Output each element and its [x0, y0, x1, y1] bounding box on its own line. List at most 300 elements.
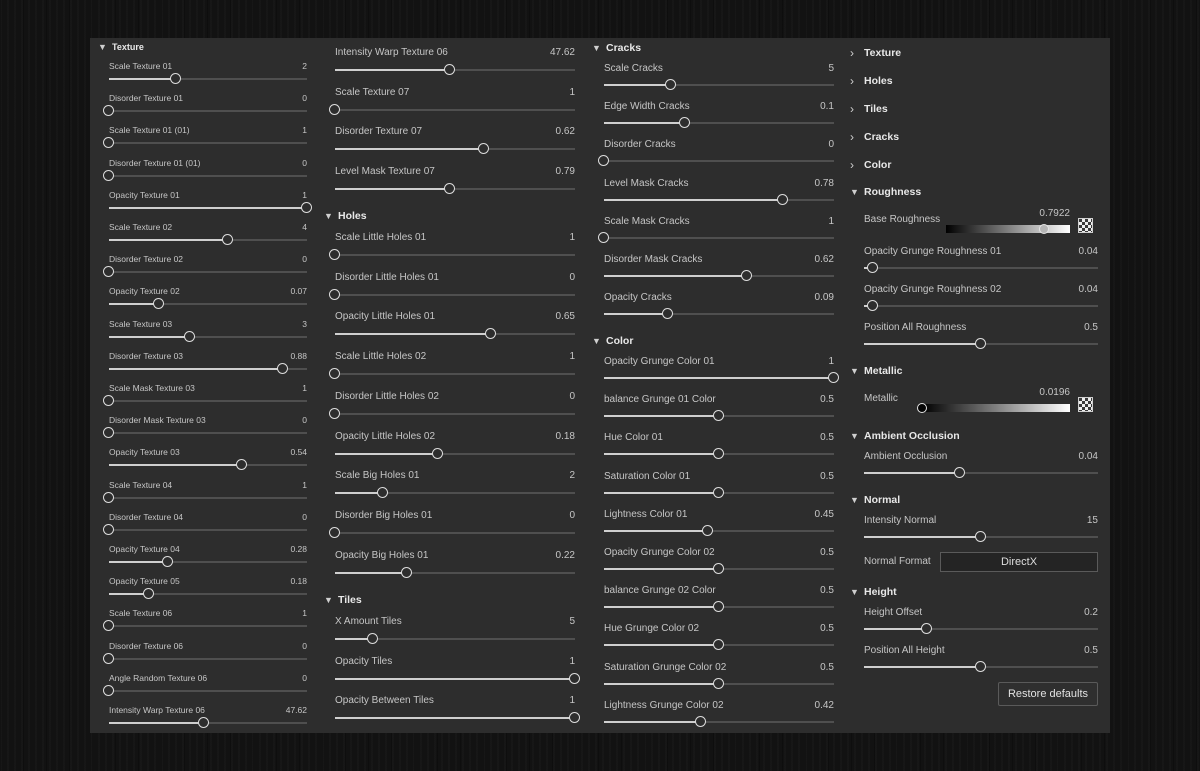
slider-track[interactable]: [335, 148, 575, 150]
param-value: 0: [302, 511, 307, 522]
param-label: Scale Texture 07: [335, 86, 410, 98]
slider-track[interactable]: [109, 78, 307, 80]
section-header-color[interactable]: [592, 335, 633, 347]
slider-knob[interactable]: [695, 716, 706, 727]
param-value: 0.2: [1084, 607, 1098, 618]
slider-knob[interactable]: [184, 331, 195, 342]
slider-track[interactable]: [335, 678, 575, 680]
slider-knob[interactable]: [975, 661, 986, 672]
slider-knob[interactable]: [162, 556, 173, 567]
param-opacity-texture-02: [109, 286, 307, 311]
slider-track[interactable]: [864, 343, 1098, 345]
param-x-amount-tiles: [335, 616, 575, 646]
param-value: 0: [302, 640, 307, 651]
param-label: Opacity Grunge Roughness 01: [864, 246, 1002, 257]
param-opacity-texture-03: [109, 447, 307, 472]
param-value: 0: [569, 509, 575, 521]
image-input-picker-icon[interactable]: [1078, 218, 1093, 233]
slider-track[interactable]: [335, 333, 575, 335]
section-header-holes[interactable]: [324, 210, 367, 222]
slider-track[interactable]: [109, 690, 307, 692]
slider-track[interactable]: [604, 530, 834, 532]
section-title: Cracks: [864, 131, 900, 143]
slider-track[interactable]: [109, 336, 307, 338]
slider-knob[interactable]: [143, 588, 154, 599]
slider-knob[interactable]: [713, 448, 724, 459]
slider-track[interactable]: [335, 492, 575, 494]
param-value: 0.07: [290, 286, 307, 297]
section-header-roughness[interactable]: [850, 186, 921, 198]
chevron-down-icon: ▼: [850, 431, 859, 441]
param-value: 1: [828, 356, 834, 367]
param-label: Disorder Texture 03: [109, 350, 184, 361]
slider-knob[interactable]: [1039, 224, 1049, 234]
slider-track[interactable]: [335, 572, 575, 574]
slider-knob[interactable]: [713, 563, 724, 574]
param-value: 0.5: [820, 661, 834, 673]
chevron-down-icon: ▼: [98, 42, 107, 52]
slider-track[interactable]: [109, 368, 307, 370]
slider-knob[interactable]: [432, 448, 443, 459]
param-scale-texture-06: [109, 608, 307, 633]
section-header-holes-collapsed[interactable]: [850, 74, 893, 88]
param-scale-texture-02: [109, 222, 307, 247]
param-value: 0.09: [814, 292, 834, 304]
section-header-ambient-occlusion[interactable]: [850, 430, 960, 442]
param-label: Scale Texture 04: [109, 479, 173, 490]
slider-knob[interactable]: [598, 155, 609, 166]
param-label: Opacity Grunge Color 02: [604, 547, 715, 558]
param-value: 0: [302, 672, 307, 683]
param-label: Disorder Mask Cracks: [604, 254, 703, 265]
slider-fill: [335, 572, 407, 574]
param-opacity-cracks: [604, 292, 834, 321]
slider-knob[interactable]: [329, 368, 340, 379]
param-label: Level Mask Texture 07: [335, 166, 435, 178]
slider-knob[interactable]: [975, 338, 986, 349]
section-title: Metallic: [864, 365, 903, 377]
slider-knob[interactable]: [662, 308, 673, 319]
slider-fill: [335, 453, 438, 455]
slider-track[interactable]: [335, 532, 575, 534]
param-value: 1: [302, 125, 307, 136]
slider-fill: [604, 644, 719, 646]
slider-knob[interactable]: [103, 685, 114, 696]
param-label: Opacity Grunge Color 01: [604, 356, 715, 367]
param-balance-grunge-01-color: [604, 394, 834, 423]
slider-track[interactable]: [604, 453, 834, 455]
slider-track[interactable]: [604, 122, 834, 124]
section-header-tiles[interactable]: [324, 594, 362, 606]
param-label: Disorder Texture 06: [109, 640, 184, 651]
param-opacity-texture-05: [109, 576, 307, 601]
slider-track[interactable]: [109, 593, 307, 595]
slider-knob[interactable]: [954, 467, 965, 478]
section-title: Cracks: [606, 42, 642, 54]
slider-fill: [109, 464, 242, 466]
slider-track[interactable]: [604, 160, 834, 162]
param-value: 0: [302, 157, 307, 168]
param-disorder-texture-04: [109, 512, 307, 537]
slider-track[interactable]: [335, 109, 575, 111]
slider-fill: [335, 69, 450, 71]
param-value: 5: [569, 616, 575, 627]
param-value: 0.1: [820, 101, 834, 113]
param-value: 0.5: [820, 623, 834, 635]
slider-knob[interactable]: [170, 73, 181, 84]
slider-track[interactable]: [604, 721, 834, 723]
material-parameters-panel: [90, 38, 1110, 733]
slider-knob[interactable]: [329, 104, 340, 115]
param-label: Opacity Between Tiles: [335, 695, 434, 707]
param-value: 0.18: [290, 576, 307, 587]
param-label: Metallic: [864, 393, 898, 404]
param-label: Height Offset: [864, 607, 923, 618]
param-disorder-mask-cracks: [604, 254, 834, 283]
slider-track[interactable]: [109, 529, 307, 531]
slider-knob[interactable]: [103, 170, 114, 181]
param-disorder-mask-texture-03: [109, 415, 307, 440]
section-header-normal[interactable]: [850, 494, 900, 506]
param-label: Disorder Mask Texture 03: [109, 415, 206, 426]
param-label: Opacity Grunge Roughness 02: [864, 284, 1002, 295]
slider-knob[interactable]: [103, 492, 114, 503]
slider-knob[interactable]: [867, 262, 878, 273]
slider-track[interactable]: [109, 110, 307, 112]
slider-track[interactable]: [109, 432, 307, 434]
param-angle-random-texture-06: [109, 673, 307, 698]
section-header-texture[interactable]: [98, 42, 144, 52]
slider-fill: [864, 536, 981, 538]
slider-fill: [864, 666, 981, 668]
slider-knob[interactable]: [679, 117, 690, 128]
slider-track[interactable]: [109, 142, 307, 144]
slider-track[interactable]: [604, 683, 834, 685]
param-value: 3: [302, 318, 307, 329]
slider-knob[interactable]: [401, 567, 412, 578]
slider-track[interactable]: [604, 377, 834, 379]
slider-knob[interactable]: [236, 459, 247, 470]
slider-track[interactable]: [864, 536, 1098, 538]
chevron-down-icon: ▼: [592, 43, 601, 53]
slider-track[interactable]: [335, 453, 575, 455]
param-value: 47.62: [285, 705, 307, 715]
slider-knob[interactable]: [444, 183, 455, 194]
section-header-texture-collapsed[interactable]: [850, 46, 901, 60]
param-value: 0.5: [1084, 322, 1098, 333]
section-header-cracks-collapsed[interactable]: [850, 130, 899, 144]
metallic-gradient-slider[interactable]: [922, 404, 1070, 412]
slider-knob[interactable]: [329, 249, 340, 260]
slider-fill: [335, 333, 491, 335]
param-label: Scale Mask Cracks: [604, 215, 690, 227]
metallic-control: [864, 387, 1098, 413]
slider-track[interactable]: [864, 472, 1098, 474]
section-title: Roughness: [864, 186, 922, 198]
slider-track[interactable]: [335, 254, 575, 256]
section-title: Texture: [112, 42, 144, 52]
chevron-down-icon: ▼: [850, 587, 859, 597]
slider-track[interactable]: [864, 305, 1098, 307]
slider-knob[interactable]: [444, 64, 455, 75]
slider-knob[interactable]: [277, 363, 288, 374]
param-lightness-grunge-color-02: [604, 700, 834, 729]
param-label: Angle Random Texture 06: [109, 672, 208, 683]
slider-knob[interactable]: [198, 717, 209, 728]
slider-knob[interactable]: [713, 601, 724, 612]
slider-fill: [335, 148, 484, 150]
slider-knob[interactable]: [917, 403, 927, 413]
slider-track[interactable]: [604, 568, 834, 570]
image-input-picker-icon[interactable]: [1078, 397, 1093, 412]
param-label: Opacity Texture 03: [109, 447, 180, 458]
slider-track[interactable]: [335, 373, 575, 375]
slider-knob[interactable]: [103, 105, 114, 116]
param-label: Scale Little Holes 02: [335, 351, 427, 363]
param-value: 0: [569, 390, 575, 402]
param-label: Scale Cracks: [604, 63, 663, 74]
slider-knob[interactable]: [103, 620, 114, 631]
param-opacity-grunge-color-02: [604, 547, 834, 576]
param-opacity-texture-01: [109, 190, 307, 215]
param-label: Lightness Color 01: [604, 508, 688, 520]
slider-track[interactable]: [109, 464, 307, 466]
param-disorder-texture-07: [335, 126, 575, 156]
section-title: Tiles: [864, 103, 888, 115]
param-value: 0: [302, 254, 307, 265]
slider-fill: [604, 568, 719, 570]
param-label: Base Roughness: [864, 214, 941, 225]
slider-fill: [335, 678, 575, 680]
param-disorder-little-holes-02: [335, 391, 575, 421]
slider-knob[interactable]: [329, 289, 340, 300]
param-disorder-big-holes-01: [335, 510, 575, 540]
slider-track[interactable]: [109, 658, 307, 660]
param-value: 4: [302, 222, 307, 232]
param-level-mask-texture-07: [335, 166, 575, 196]
param-value: 15: [1086, 515, 1098, 526]
slider-fill: [604, 377, 834, 379]
slider-track[interactable]: [109, 175, 307, 177]
slider-track[interactable]: [335, 188, 575, 190]
param-hue-color-01: [604, 432, 834, 461]
param-label: Disorder Texture 07: [335, 126, 423, 138]
slider-track[interactable]: [604, 492, 834, 494]
section-header-tiles-collapsed[interactable]: [850, 102, 888, 116]
slider-track[interactable]: [604, 237, 834, 239]
param-label: Opacity Texture 04: [109, 544, 180, 554]
slider-track[interactable]: [604, 199, 834, 201]
slider-track[interactable]: [109, 271, 307, 273]
param-value: 0.5: [1084, 645, 1098, 656]
slider-fill: [109, 78, 176, 80]
section-title: Color: [606, 335, 634, 347]
param-position-all-roughness: [864, 322, 1098, 351]
param-value: 0.04: [1078, 284, 1098, 295]
section-header-height[interactable]: [850, 586, 897, 598]
slider-knob[interactable]: [569, 712, 580, 723]
chevron-down-icon: ▼: [850, 366, 859, 376]
param-value: 0.28: [290, 544, 307, 554]
slider-knob[interactable]: [713, 678, 724, 689]
param-label: Disorder Texture 01 (01): [109, 157, 201, 168]
slider-fill: [604, 122, 685, 124]
normal-format-dropdown[interactable]: DirectX: [940, 552, 1098, 572]
param-label: Scale Texture 01: [109, 61, 173, 71]
slider-track[interactable]: [109, 497, 307, 499]
slider-fill: [864, 472, 960, 474]
param-saturation-grunge-color-02: [604, 662, 834, 691]
slider-track[interactable]: [604, 415, 834, 417]
slider-track[interactable]: [109, 561, 307, 563]
slider-track[interactable]: [604, 606, 834, 608]
slider-knob[interactable]: [301, 202, 312, 213]
slider-track[interactable]: [864, 628, 1098, 630]
section-title: Texture: [864, 47, 902, 59]
param-value: 0.5: [820, 470, 834, 482]
param-scale-big-holes-01: [335, 470, 575, 500]
slider-track[interactable]: [109, 207, 307, 209]
slider-track[interactable]: [109, 625, 307, 627]
param-value: 0.22: [555, 549, 575, 561]
slider-track[interactable]: [109, 303, 307, 305]
slider-knob[interactable]: [975, 531, 986, 542]
slider-knob[interactable]: [665, 79, 676, 90]
param-label: Intensity Warp Texture 06: [109, 705, 205, 715]
param-value: 1: [569, 351, 575, 363]
param-scale-texture-01: [109, 61, 307, 86]
slider-track[interactable]: [335, 717, 575, 719]
param-label: Position All Roughness: [864, 322, 967, 333]
slider-track[interactable]: [864, 666, 1098, 668]
slider-track[interactable]: [864, 267, 1098, 269]
param-label: Opacity Texture 02: [109, 286, 180, 297]
base-roughness-gradient-slider[interactable]: [946, 225, 1070, 233]
param-value: 0.5: [820, 585, 834, 597]
chevron-right-icon: ›: [850, 130, 854, 144]
param-intensity-warp-texture-06: [109, 705, 307, 730]
slider-track[interactable]: [604, 644, 834, 646]
param-label: Saturation Grunge Color 02: [604, 661, 727, 673]
section-header-cracks[interactable]: [592, 42, 641, 54]
slider-knob[interactable]: [103, 137, 114, 148]
slider-knob[interactable]: [569, 673, 580, 684]
param-value: 0.0196: [1039, 387, 1070, 398]
slider-track[interactable]: [335, 413, 575, 415]
slider-knob[interactable]: [103, 524, 114, 535]
section-header-color-collapsed[interactable]: [850, 158, 891, 172]
param-value: 0.04: [1078, 246, 1098, 257]
restore-defaults-button[interactable]: Restore defaults: [998, 682, 1098, 706]
slider-knob[interactable]: [478, 143, 489, 154]
slider-fill: [604, 453, 719, 455]
slider-fill: [109, 368, 283, 370]
section-title: Holes: [338, 210, 367, 222]
slider-fill: [109, 239, 228, 241]
slider-track[interactable]: [604, 84, 834, 86]
slider-knob[interactable]: [713, 410, 724, 421]
param-label: Scale Texture 01 (01): [109, 125, 190, 136]
slider-track[interactable]: [109, 239, 307, 241]
chevron-right-icon: ›: [850, 158, 854, 172]
param-intensity-normal: [864, 515, 1098, 544]
slider-fill: [864, 628, 927, 630]
param-label: Opacity Texture 01: [109, 189, 180, 200]
slider-fill: [109, 722, 204, 724]
param-edge-width-cracks: [604, 101, 834, 130]
slider-knob[interactable]: [867, 300, 878, 311]
slider-knob[interactable]: [103, 653, 114, 664]
param-label: Disorder Little Holes 01: [335, 271, 439, 283]
slider-knob[interactable]: [377, 487, 388, 498]
slider-knob[interactable]: [103, 395, 114, 406]
param-scale-mask-texture-03: [109, 383, 307, 408]
slider-knob[interactable]: [713, 487, 724, 498]
slider-track[interactable]: [109, 722, 307, 724]
param-scale-texture-01-01: [109, 125, 307, 150]
param-value: 0.5: [820, 547, 834, 558]
slider-track[interactable]: [604, 275, 834, 277]
param-value: 1: [569, 86, 575, 98]
slider-knob[interactable]: [598, 232, 609, 243]
param-label: Scale Big Holes 01: [335, 470, 420, 482]
param-label: Opacity Cracks: [604, 292, 672, 304]
section-title: Ambient Occlusion: [864, 430, 960, 442]
chevron-down-icon: ▼: [850, 495, 859, 505]
param-value: 1: [569, 232, 575, 243]
slider-knob[interactable]: [103, 427, 114, 438]
slider-knob[interactable]: [741, 270, 752, 281]
param-intensity-warp-texture-06: [335, 47, 575, 77]
param-label: Opacity Little Holes 01: [335, 311, 436, 323]
slider-fill: [604, 530, 708, 532]
chevron-down-icon: ▼: [324, 595, 333, 605]
slider-track[interactable]: [335, 69, 575, 71]
slider-track[interactable]: [335, 638, 575, 640]
slider-track[interactable]: [109, 400, 307, 402]
slider-knob[interactable]: [713, 639, 724, 650]
slider-knob[interactable]: [828, 372, 839, 383]
param-label: Disorder Little Holes 02: [335, 390, 439, 402]
chevron-right-icon: ›: [850, 46, 854, 60]
slider-knob[interactable]: [921, 623, 932, 634]
param-opacity-grunge-roughness-02: [864, 284, 1098, 313]
param-label: balance Grunge 02 Color: [604, 585, 716, 597]
slider-knob[interactable]: [329, 527, 340, 538]
param-label: Opacity Tiles: [335, 655, 393, 667]
slider-knob[interactable]: [702, 525, 713, 536]
slider-knob[interactable]: [103, 266, 114, 277]
section-header-metallic[interactable]: [850, 365, 903, 377]
slider-knob[interactable]: [367, 633, 378, 644]
param-opacity-tiles: [335, 656, 575, 686]
param-value: 0: [828, 139, 834, 151]
param-value: 0.65: [555, 311, 575, 323]
slider-track[interactable]: [335, 294, 575, 296]
param-label: Normal Format: [864, 556, 931, 567]
slider-track[interactable]: [604, 313, 834, 315]
slider-knob[interactable]: [777, 194, 788, 205]
param-disorder-little-holes-01: [335, 272, 575, 302]
slider-knob[interactable]: [222, 234, 233, 245]
slider-knob[interactable]: [329, 408, 340, 419]
param-label: Hue Color 01: [604, 432, 663, 444]
slider-knob[interactable]: [153, 298, 164, 309]
slider-knob[interactable]: [485, 328, 496, 339]
param-value: 0.78: [814, 177, 834, 189]
param-label: Disorder Cracks: [604, 139, 676, 151]
slider-fill: [604, 415, 719, 417]
